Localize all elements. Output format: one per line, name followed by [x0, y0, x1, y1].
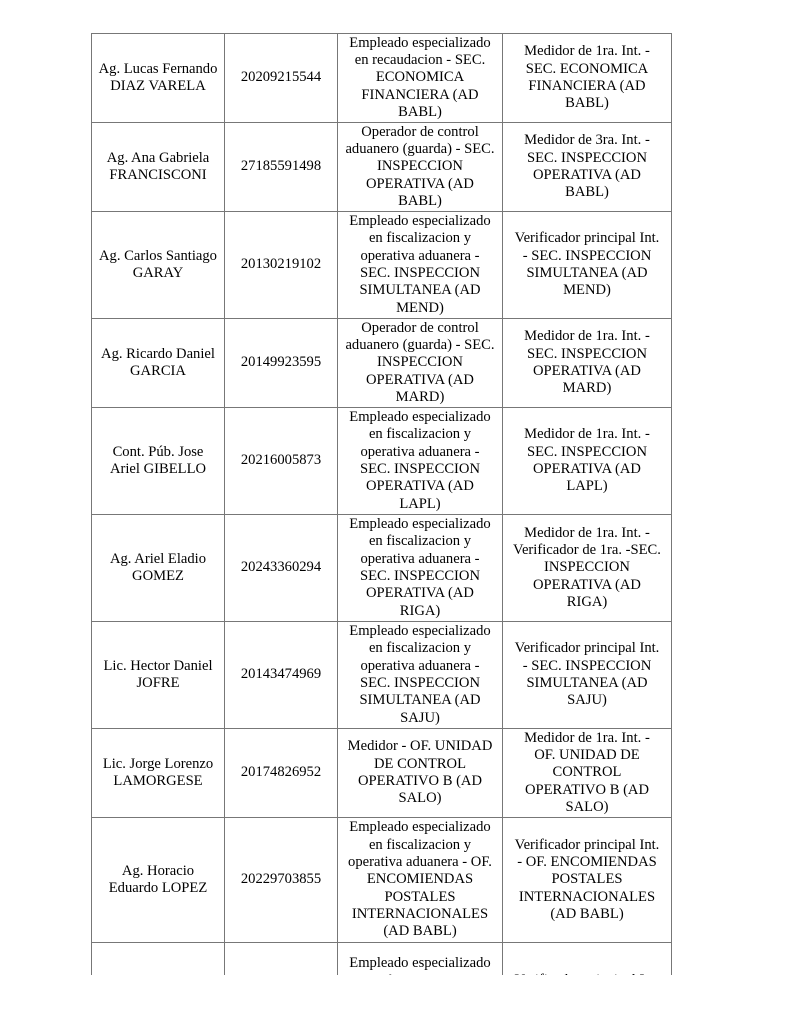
employee-name-cell: Lic. Hector Daniel JOFRE: [92, 622, 225, 729]
employee-name-cell: Ag. Horacio Eduardo LOPEZ: [92, 818, 225, 943]
current-position-cell: Operador de control aduanero (guarda) - SEC. INSPECCION OPERATIVA (AD BABL): [338, 123, 503, 212]
new-position-cell: Medidor de 1ra. Int. - SEC. INSPECCION OPERATIVA (AD LAPL): [503, 408, 672, 515]
table-row: [92, 408, 672, 515]
new-position-cell: Medidor de 1ra. Int. - SEC. ECONOMICA FINANCIERA (AD BABL): [503, 34, 672, 123]
cuit-cell: 27185591498: [225, 123, 338, 212]
table-row: [92, 818, 672, 943]
current-position-cell: Medidor - OF. UNIDAD DE CONTROL OPERATIVO B (AD SALO): [338, 729, 503, 818]
new-position-cell: Medidor de 3ra. Int. - SEC. INSPECCION OPERATIVA (AD BABL): [503, 123, 672, 212]
cuit-cell: 20209215544: [225, 34, 338, 123]
table-row: [92, 515, 672, 622]
cuit-cell: 20149923595: [225, 319, 338, 408]
current-position-cell: Empleado especializado en fiscalizacion y operativa aduanera - SEC. INSPECCION SIMULTANEA (AD MEND): [338, 212, 503, 319]
current-position-cell: Empleado especializado: [338, 943, 503, 1003]
new-position-cell: Verificador principal Int. - SEC. INSPECCION SIMULTANEA (AD MEND): [503, 212, 672, 319]
new-position-cell: Medidor de 1ra. Int. - OF. UNIDAD DE CONTROL OPERATIVO B (AD SALO): [503, 729, 672, 818]
new-position-cell: Medidor de 1ra. Int. - Verificador de 1ra. -SEC. INSPECCION OPERATIVA (AD RIGA): [503, 515, 672, 622]
new-position-cell: Verificador principal Int. - OF. ENCOMIENDAS POSTALES INTERNACIONALES (AD BABL): [503, 818, 672, 943]
current-position-cell: Operador de control aduanero (guarda) - SEC. INSPECCION OPERATIVA (AD MARD): [338, 319, 503, 408]
table-row: [92, 34, 672, 123]
employee-name-cell: Lic. Jorge Lorenzo LAMORGESE: [92, 729, 225, 818]
page-bottom-margin: [0, 975, 791, 1024]
cuit-cell: 20216005873: [225, 408, 338, 515]
table-row: [92, 729, 672, 818]
current-position-cell: Empleado especializado en fiscalizacion y operativa aduanera - SEC. INSPECCION SIMULTANEA (AD SAJU): [338, 622, 503, 729]
cuit-cell: 20143474969: [225, 622, 338, 729]
employee-name-cell: Ag. Lucas Fernando DIAZ VARELA: [92, 34, 225, 123]
current-position-cell: Empleado especializado en fiscalizacion y operativa aduanera - SEC. INSPECCION OPERATIVA (AD RIGA): [338, 515, 503, 622]
table-row: [92, 622, 672, 729]
employee-name-cell: Ag. Ana Gabriela FRANCISCONI: [92, 123, 225, 212]
employee-name-cell: Ag. Ariel Eladio GOMEZ: [92, 515, 225, 622]
cuit-cell: 20130219102: [225, 212, 338, 319]
new-position-cell: Verificador principal Int. - SEC. INSPECCION SIMULTANEA (AD SAJU): [503, 622, 672, 729]
table-row: [92, 319, 672, 408]
employee-name-cell: Ag. Ricardo Daniel GARCIA: [92, 319, 225, 408]
personnel-table: [91, 33, 672, 1003]
employee-name-cell: Ag. Carlos Santiago GARAY: [92, 212, 225, 319]
table-row: [92, 123, 672, 212]
new-position-cell: Medidor de 1ra. Int. - SEC. INSPECCION OPERATIVA (AD MARD): [503, 319, 672, 408]
table-row: [92, 212, 672, 319]
current-position-cell: Empleado especializado en recaudacion - SEC. ECONOMICA FINANCIERA (AD BABL): [338, 34, 503, 123]
cuit-cell: 20229703855: [225, 818, 338, 943]
cuit-cell: 20243360294: [225, 515, 338, 622]
cuit-cell: 20174826952: [225, 729, 338, 818]
current-position-cell: Empleado especializado en fiscalizacion y operativa aduanera - SEC. INSPECCION OPERATIVA (AD LAPL): [338, 408, 503, 515]
current-position-cell: Empleado especializado en fiscalizacion y operativa aduanera - OF. ENCOMIENDAS POSTALES INTERNACIONALES (AD BABL): [338, 818, 503, 943]
employee-name-cell: Cont. Púb. Jose Ariel GIBELLO: [92, 408, 225, 515]
